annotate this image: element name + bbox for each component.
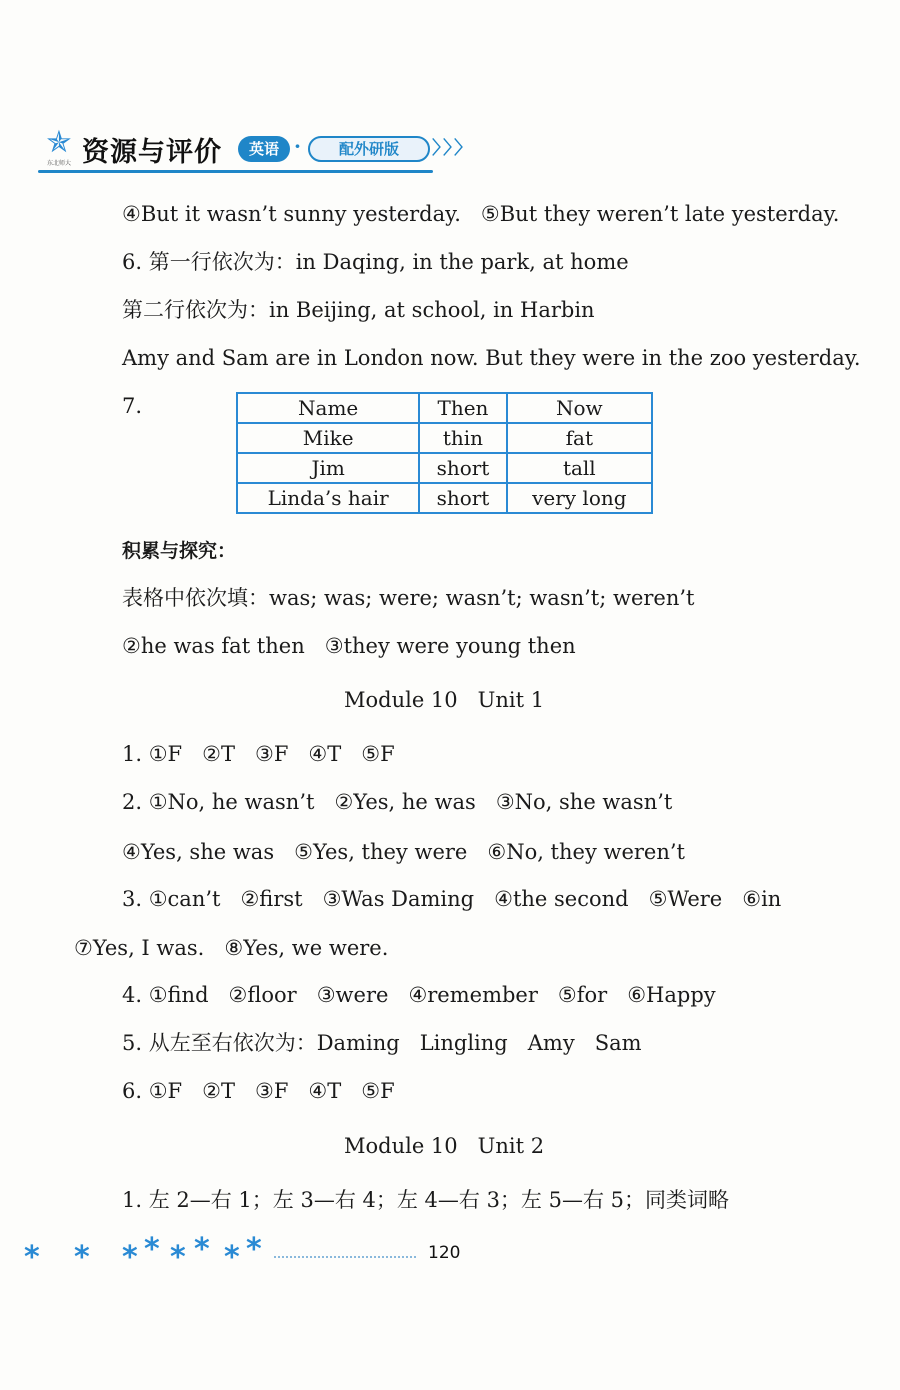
star-icon: * [194, 1232, 210, 1267]
table-row [237, 393, 652, 423]
table-cell: Mike [237, 423, 419, 453]
page-header [38, 125, 474, 172]
table-cell: Then [419, 393, 506, 423]
star-logo-icon: ✯ [46, 125, 72, 160]
star-icon: * [144, 1232, 160, 1267]
answer-line: ⑦Yes, I was. ⑧Yes, we were. [74, 936, 389, 960]
header-underline [38, 170, 433, 173]
answer-line: Amy and Sam are in London now. But they were in the zoo yesterday. [122, 346, 861, 370]
question-number: 7. [122, 394, 143, 418]
module-title: Module 10 Unit 1 [344, 688, 545, 712]
table-cell: Jim [237, 453, 419, 483]
answer-line: 第二行依次为：in Beijing, at school, in Harbin [122, 298, 595, 322]
answer-line: 表格中依次填：was; was; were; wasn’t; wasn’t; weren’t [122, 586, 695, 610]
chevrons-icon: 〉〉〉 [432, 138, 474, 159]
table-cell: Now [507, 393, 652, 423]
edition-badge: 配外研版 [308, 136, 430, 162]
table-cell: Linda’s hair [237, 483, 419, 513]
star-icon: * [170, 1240, 186, 1275]
answer-table [236, 392, 653, 514]
page-number: 120 [428, 1243, 461, 1263]
table-cell: Name [237, 393, 419, 423]
star-icon: * [246, 1232, 262, 1267]
table-cell: short [419, 483, 506, 513]
footer-dotted-line [274, 1256, 416, 1258]
table-row [237, 423, 652, 453]
answer-line: 2. ①No, he wasn’t ②Yes, he was ③No, she wasn’t [122, 790, 673, 814]
answer-line: 1. ①F ②T ③F ④T ⑤F [122, 742, 395, 766]
table-cell: tall [507, 453, 652, 483]
book-title: 资源与评价 [82, 137, 222, 168]
answer-line: 3. ①can’t ②first ③Was Daming ④the second ⑤Were ⑥in [122, 887, 782, 911]
table-cell: fat [507, 423, 652, 453]
answer-line: 6. ①F ②T ③F ④T ⑤F [122, 1079, 395, 1103]
answer-line: ④But it wasn’t sunny yesterday. ⑤But they weren’t late yesterday. [122, 202, 840, 226]
table-cell: very long [507, 483, 652, 513]
answer-line: 1. 左 2—右 1；左 3—右 4；左 4—右 3；左 5—右 5；同类词略 [122, 1188, 729, 1212]
table-row [237, 483, 652, 513]
answer-line: ②he was fat then ③they were young then [122, 634, 576, 658]
subject-badge: 英语 [238, 136, 290, 162]
table-cell: thin [419, 423, 506, 453]
answer-line: 4. ①find ②floor ③were ④remember ⑤for ⑥Happy [122, 983, 716, 1007]
star-icon: * [24, 1240, 40, 1275]
publisher-logo [38, 125, 80, 170]
answer-line: 5. 从左至右依次为：Daming Lingling Amy Sam [122, 1031, 642, 1055]
section-heading: 积累与探究： [122, 540, 237, 562]
logo-text: 东北师大 [46, 160, 71, 167]
module-title: Module 10 Unit 2 [344, 1134, 545, 1158]
answer-line: ④Yes, she was ⑤Yes, they were ⑥No, they weren’t [122, 840, 686, 864]
footer-stars [24, 1232, 284, 1278]
separator-dot: · [294, 134, 301, 158]
table-row [237, 453, 652, 483]
star-icon: * [224, 1240, 240, 1275]
star-icon: * [74, 1240, 90, 1275]
star-icon: * [122, 1240, 138, 1275]
table-cell: short [419, 453, 506, 483]
answer-line: 6. 第一行依次为：in Daqing, in the park, at home [122, 250, 629, 274]
